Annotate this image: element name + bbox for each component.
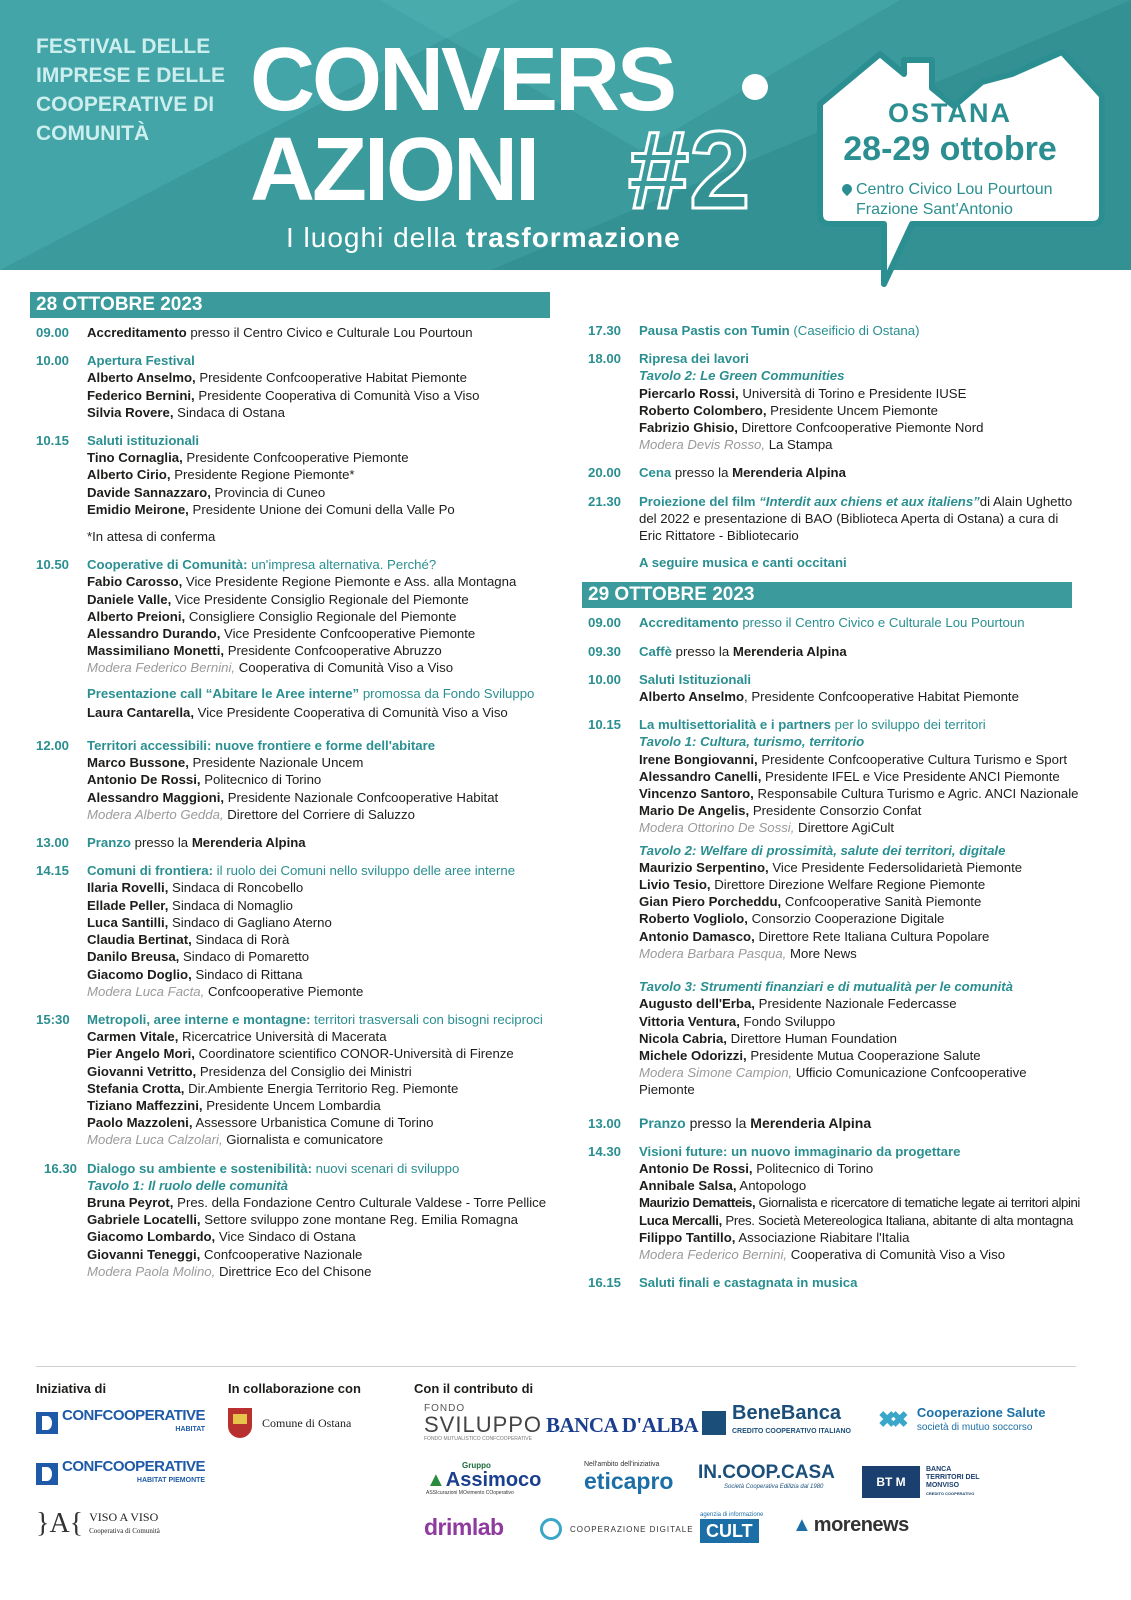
program-item: 10.00 Saluti Istituzionali Alberto Anselmo, Presidente Confcooperative Habitat Piemonte (588, 671, 1019, 705)
program-item: 16.30 Dialogo su ambiente e sostenibilità: nuovi scenari di sviluppo Tavolo 1: Il ruolo delle comunità Bruna Peyrot, Pres. della Fondazione Centro Culturale Valdese - Torre Pellice Gabriele Locatelli, Settore sviluppo zone montane Reg. Emilia Romagna Giacomo Lombardo, Vice Sindaco di Ostana Giovanni Teneggi, Confcooperative Nazionale Modera Paola Molino, Direttrice Eco del Chisone (44, 1160, 547, 1279)
program-item: 12.00 Territori accessibili: nuove frontiere e forme dell'abitare Marco Bussone, Presidente Nazionale Uncem Antonio De Rossi, Politecnico di Torino Alessandro Maggioni, Presidente Nazionale Confcooperative Habitat Modera Alberto Gedda, Direttore del Corriere di Saluzzo (36, 738, 499, 822)
confcooperative-habitat-piemonte-logo: CONFCOOPERATIVE HABITAT PIEMONTE (36, 1460, 205, 1488)
program-item: 15:30 Metropoli, aree interne e montagne: territori trasversali con bisogni reciproci Carmen Vitale, Ricercatrice Università di Macerata Pier Angelo Mori, Coordinatore scientifico CONOR-Università di Firenze Giovanni Vetritto, Presidenza del Consiglio dei Ministri Stefania Crotta, Dir.Ambiente Energia Territorio Reg. Piemonte Tiziano Maffezzini, Presidente Uncem Lombardia Paolo Mazzoleni, Assessore Urbanistica Comune di Torino Modera Luca Calzolari, Giornalista e comunicatore (36, 1011, 543, 1148)
title-dot (742, 74, 768, 100)
program-day1-evening-and-day2 (582, 322, 1082, 1302)
program-item: 10.50 Cooperative di Comunità: un'impresa alternativa. Perché? Fabio Carosso, Vice Presidente Regione Piemonte e Ass. alla Montagna Daniele Valle, Vice Presidente Consiglio Regionale del Piemonte Alberto Preioni, Consigliere Consiglio Regionale del Piemonte Alessandro Durando, Vice Presidente Confcooperative Piemonte Massimiliano Monetti, Presidente Confcooperative Abruzzo Modera Federico Bernini, Cooperativa di Comunità Viso a Viso Presentazione call “Abitare le Aree interne” promossa da Fondo Sviluppo Laura Cantarella, Vice Presidente Cooperativa di Comunità Viso a Viso (36, 557, 535, 720)
drimlab-logo: drimlab (424, 1514, 504, 1540)
program-item: 13.00 Pranzo presso la Merenderia Alpina (588, 1114, 872, 1131)
cooperazione-salute-logo: ✖✖ Cooperazione Salute società di mutuo soccorso (878, 1405, 1046, 1433)
in-coop-casa-logo: IN.COOP.CASA Società Cooperativa Edilizia dal 1980 (698, 1462, 835, 1490)
program-item: 17.30 Pausa Pastis con Tumin (Caseificio di Ostana) (588, 323, 920, 338)
place-name: OSTANA (888, 98, 1012, 128)
confcooperative-habitat-logo: CONFCOOPERATIVE HABITAT (36, 1409, 205, 1437)
program-item: 16.15 Saluti finali e castagnata in musica (588, 1275, 858, 1291)
edition-number: #2 (628, 109, 751, 232)
banca-d-alba-logo: BANCA D'ALBA (546, 1413, 699, 1437)
banca-territori-monviso-logo: BT M BANCA TERRITORI DEL MONVISO CREDITO COOPERATIVO (862, 1466, 988, 1498)
festival-dates: 28-29 ottobre (843, 130, 1057, 168)
assimoco-logo: Gruppo ▲Assimoco ASSIcurazioni MOvimento COoperativo (426, 1461, 542, 1496)
program-item: 21.30 Proiezione del film “Interdit aux chiens et aux italiens”di Alain Ughetto del 2022 e presentazione di BAO (Biblioteca Aperta di Ostana) a cura di Eric Rittatore - Bibliotecario A seguire musica e canti occitani (588, 493, 1073, 571)
festival-name: FESTIVAL DELLE IMPRESE E DELLE COOPERATIVE DI COMUNITÀ (36, 35, 226, 145)
day1-title: 28 OTTOBRE 2023 (30, 292, 550, 318)
eticapro-logo: Nell'ambito dell'iniziativa eticapro (584, 1461, 674, 1494)
program-day1 (30, 292, 550, 1291)
program-item: 10.15 Saluti istituzionali Tino Cornaglia, Presidente Confcooperative Piemonte Alberto Cirio, Presidente Regione Piemonte* Davide Sannazzaro, Provincia di Cuneo Emidio Meirone, Presidente Unione dei Comuni della Valle Po *In attesa di conferma (30, 432, 550, 545)
assimoco-icon: ▲ (426, 1469, 446, 1491)
confirmation-note: *In attesa di conferma (87, 529, 216, 545)
coat-of-arms-icon (228, 1408, 252, 1438)
agicult-logo: agenzia di informazione CULT (700, 1512, 764, 1541)
day2-title: 29 OTTOBRE 2023 (582, 582, 1072, 608)
program-item: 18.00 Ripresa dei lavori Tavolo 2: Le Green Communities Piercarlo Rossi, Università di Torino e Presidente IUSE Roberto Colombero, Presidente Uncem Piemonte Fabrizio Ghisio, Direttore Confcooperative Piemonte Nord Modera Devis Rosso, La Stampa (588, 351, 984, 453)
label-collaboration: In collaborazione con (228, 1381, 361, 1396)
viso-a-viso-icon: }A{ (36, 1508, 84, 1539)
program-item: 14.30 Visioni future: un nuovo immaginario da progettare Antonio De Rossi, Politecnico di Torino Annibale Salsa, Antopologo Maurizio Dematteis, Giornalista e ricercatore di tematiche legate ai territori alpini Luca Mercalli, Pres. Società Metereologica Italiana, abitante di alta montagna Filippo Tantillo, Associazione Riabitare l'Italia Modera Federico Bernini, Cooperativa di Comunità Viso a Viso (588, 1143, 1080, 1262)
program-item: 10.00 Apertura Festival Alberto Anselmo, Presidente Confcooperative Habitat Piemonte Federico Bernini, Presidente Cooperativa di Comunità Viso a Viso Silvia Rovere, Sindaca di Ostana (36, 353, 480, 420)
map-pin-icon (840, 182, 854, 196)
footer-divider (36, 1366, 1076, 1367)
program-item: 09.00 Accreditamento presso il Centro Civico e Culturale Lou Pourtoun (588, 615, 1025, 631)
label-initiative: Iniziativa di (36, 1381, 107, 1396)
title-line2: AZIONI (250, 120, 537, 220)
benebanca-logo: BeneBanca CREDITO COOPERATIVO ITALIANO (702, 1406, 851, 1439)
cooperazione-digitale-logo: COOPERAZIONE DIGITALE (540, 1518, 694, 1540)
morenews-logo: ▲ morenews (792, 1514, 909, 1536)
title-line1: CONVERS (250, 30, 675, 130)
program-item: 20.00 Cena presso la Merenderia Alpina (588, 465, 846, 481)
subtitle: I luoghi della trasformazione (286, 222, 681, 253)
program-item: 14.15 Comuni di frontiera: il ruolo dei Comuni nello sviluppo delle aree interne Ilaria Rovelli, Sindaca di Roncobello Ellade Peller, Sindaca di Nomaglio Luca Santilli, Sindaco di Gagliano Aterno Claudia Bertinat, Sindaca di Rorà Danilo Breusa, Sindaco di Pomaretto Giacomo Doglio, Sindaco di Rittana Modera Luca Facta, Confcooperative Piemonte (36, 863, 516, 999)
comune-di-ostana-logo: Comune di Ostana (228, 1408, 351, 1438)
benebanca-icon (702, 1411, 726, 1435)
confcooperative-icon (36, 1412, 58, 1434)
people-icon: ✖✖ (878, 1407, 903, 1432)
program-item: 09.30 Caffè presso la Merenderia Alpina (588, 643, 847, 659)
venue-address: Centro Civico Lou Pourtoun Frazione Sant'Antonio (842, 180, 1082, 220)
cooperazione-digitale-icon (540, 1518, 562, 1540)
label-contribution: Con il contributo di (414, 1381, 534, 1396)
fondo-sviluppo-logo: FONDO SVILUPPO FONDO MUTUALISTICO CONFCOOPERATIVE (424, 1403, 543, 1442)
viso-a-viso-logo: }A{ VISO A VISO Cooperativa di Comunità (36, 1508, 160, 1539)
program-item: 09.00 Accreditamento presso il Centro Civico e Culturale Lou Pourtoun (36, 325, 473, 340)
confcooperative-icon (36, 1463, 58, 1485)
program-item: 10.15 La multisettorialità e i partners per lo sviluppo dei territori Tavolo 1: Cultura, turismo, territorio Irene Bongiovanni, Presidente Confcooperative Cultura Turismo e Sport Alessandro Canelli, Presidente IFEL e Vice Presidente ANCI Piemonte Vincenzo Santoro, Responsabile Cultura Turismo e Agric. ANCI Nazionale Mario De Angelis, Presidente Consorzio Confat Modera Ottorino De Sossi, Direttore AgiCult Tavolo 2: Welfare di prossimità, salute dei territori, digitale Maurizio Serpentino, Vice Presidente Federsolidarietà Piemonte Livio Tesio, Direttore Direzione Welfare Regione Piemonte Gian Piero Porcheddu, Confcooperative Sanità Piemonte Roberto Vogliolo, Consorzio Cooperazione Digitale Antonio Damasco, Direttore Rete Italiana Cultura Popolare Modera Barbara Pasqua, More News Tavolo 3: Strumenti finanziari e di mutualità per le comunità Augusto dell'Erba, Presidente Nazionale Federcasse Vittoria Ventura, Fondo Sviluppo Nicola Cabria, Direttore Human Foundation Michele Odorizzi, Presidente Mutua Cooperazione Salute Modera Simone Campion, Ufficio Comunicazione Confcooperative Piemonte (588, 717, 1079, 1098)
mountain-icon: ▲ (792, 1514, 812, 1536)
program-item: 13.00 Pranzo presso la Merenderia Alpina (36, 835, 306, 851)
